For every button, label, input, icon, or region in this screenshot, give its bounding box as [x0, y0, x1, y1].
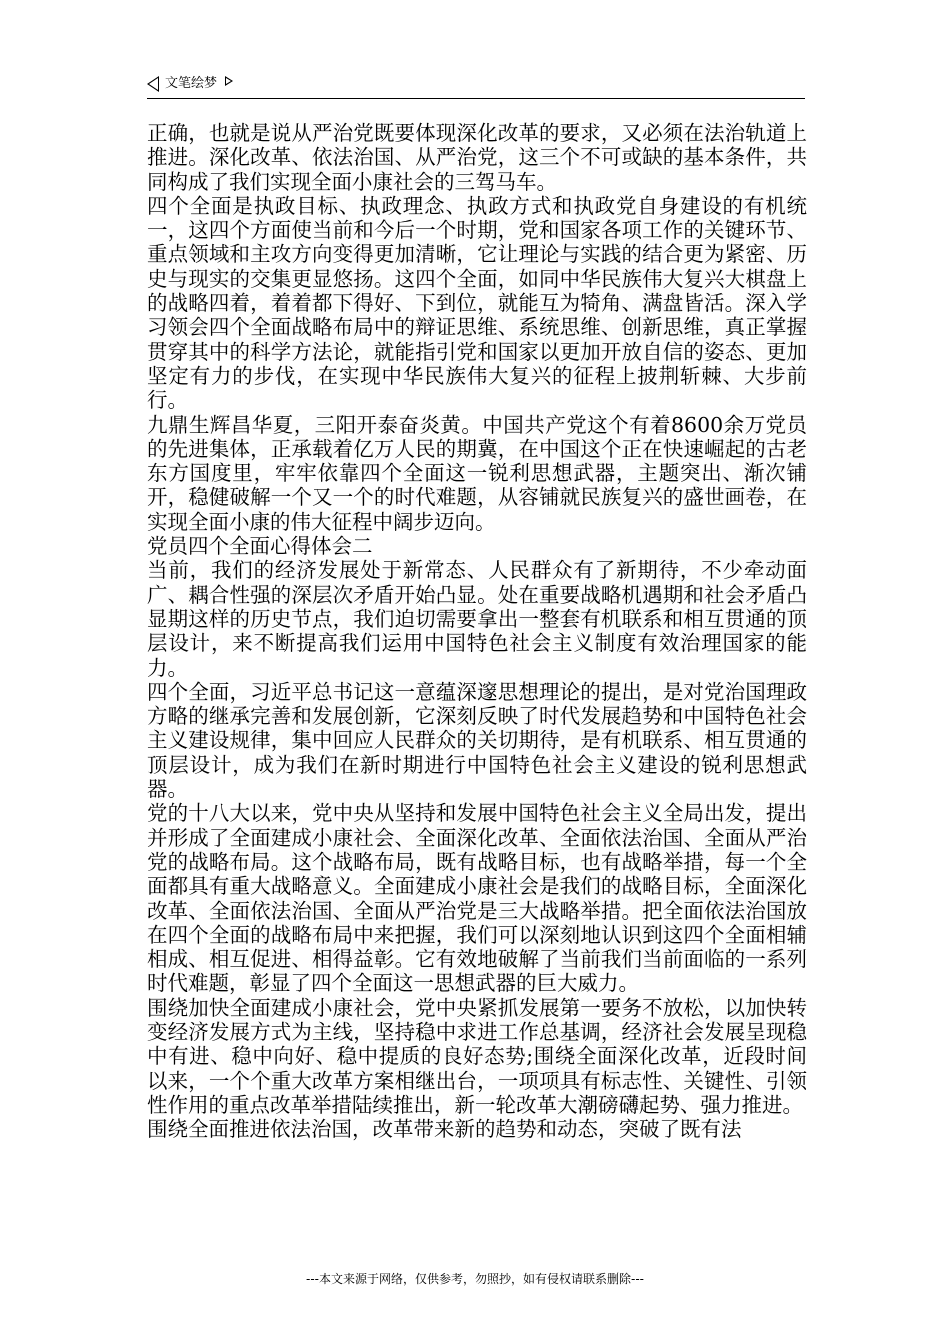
paragraph: 九鼎生辉昌华夏，三阳开泰奋炎黄。中国共产党这个有着8600余万党员的先进集体，正承载着亿万人民的期冀，在中国这个正在快速崛起的古老东方国度里，牢牢依靠四个全面这一锐利思想武器，主题突出、渐次铺开，稳健破解一个又一个的时代难题，从容铺就民族复兴的盛世画卷，在实现全面小康的伟大征程中阔步迈向。 [147, 412, 807, 534]
paragraph: 当前，我们的经济发展处于新常态、人民群众有了新期待，不少牵动面广、耦合性强的深层次矛盾开始凸显。处在重要战略机遇期和社会矛盾凸显期这样的历史节点，我们迫切需要拿出一整套有机联系和相互贯通的顶层设计，来不断提高我们运用中国特色社会主义制度有效治理国家的能力。 [147, 558, 807, 680]
paragraph: 四个全面是执政目标、执政理念、执政方式和执政党自身建设的有机统一，这四个方面使当前和今后一个时期，党和国家各项工作的关键环节、重点领域和主攻方向变得更加清晰，它让理论与实践的结合更为紧密、历史与现实的交集更显悠扬。这四个全面，如同中华民族伟大复兴大棋盘上的战略四着，着着都下得好、下到位，就能互为犄角、满盘皆活。深入学习领会四个全面战略布局中的辩证思维、系统思维、创新思维，真正掌握贯穿其中的科学方法论，就能指引党和国家以更加开放自信的姿态、更加坚定有力的步伐，在实现中华民族伟大复兴的征程上披荆斩棘、大步前行。 [147, 193, 807, 413]
paragraph: 围绕加快全面建成小康社会，党中央紧抓发展第一要务不放松，以加快转变经济发展方式为主线，坚持稳中求进工作总基调，经济社会发展呈现稳中有进、稳中向好、稳中提质的良好态势;围绕全面深化改革，近段时间以来，一个个重大改革方案相继出台，一项项具有标志性、关键性、引领性作用的重点改革举措陆续推出，新一轮改革大潮磅礴起势、强力推进。 [147, 995, 807, 1117]
brand [147, 76, 233, 92]
document-body [147, 121, 807, 1141]
triangle-left-icon [147, 76, 159, 92]
page-header [147, 72, 805, 99]
paragraph: 党的十八大以来，党中央从坚持和发展中国特色社会主义全局出发，提出并形成了全面建成小康社会、全面深化改革、全面依法治国、全面从严治党的战略布局。这个战略布局，既有战略目标，也有战略举措，每一个全面都具有重大战略意义。全面建成小康社会是我们的战略目标，全面深化改革、全面依法治国、全面从严治党是三大战略举措。把全面依法治国放在四个全面的战略布局中来把握，我们可以深刻地认识到这四个全面相辅相成、相互促进、相得益彰。它有效地破解了当前我们当前面临的一系列时代难题，彰显了四个全面这一思想武器的巨大威力。 [147, 801, 807, 996]
paragraph: 四个全面，习近平总书记这一意蕴深邃思想理论的提出，是对党治国理政方略的继承完善和发展创新，它深刻反映了时代发展趋势和中国特色社会主义建设规律，集中回应人民群众的关切期待，是有机联系、相互贯通的顶层设计，成为我们在新时期进行中国特色社会主义建设的锐利思想武器。 [147, 679, 807, 802]
footer-notice: ---本文来源于网络，仅供参考，勿照抄，如有侵权请联系删除--- [306, 1272, 644, 1286]
brand-name: 文笔绘梦 [165, 76, 218, 91]
paragraph: 正确，也就是说从严治党既要体现深化改革的要求，又必须在法治轨道上推进。深化改革、依法治国、从严治党，这三个不可或缺的基本条件，共同构成了我们实现全面小康社会的三驾马车。 [147, 121, 807, 194]
triangle-right-icon [225, 76, 233, 86]
section-heading: 党员四个全面心得体会二 [147, 534, 373, 559]
paragraph: 围绕全面推进依法治国，改革带来新的趋势和动态，突破了既有法 [147, 1117, 742, 1142]
